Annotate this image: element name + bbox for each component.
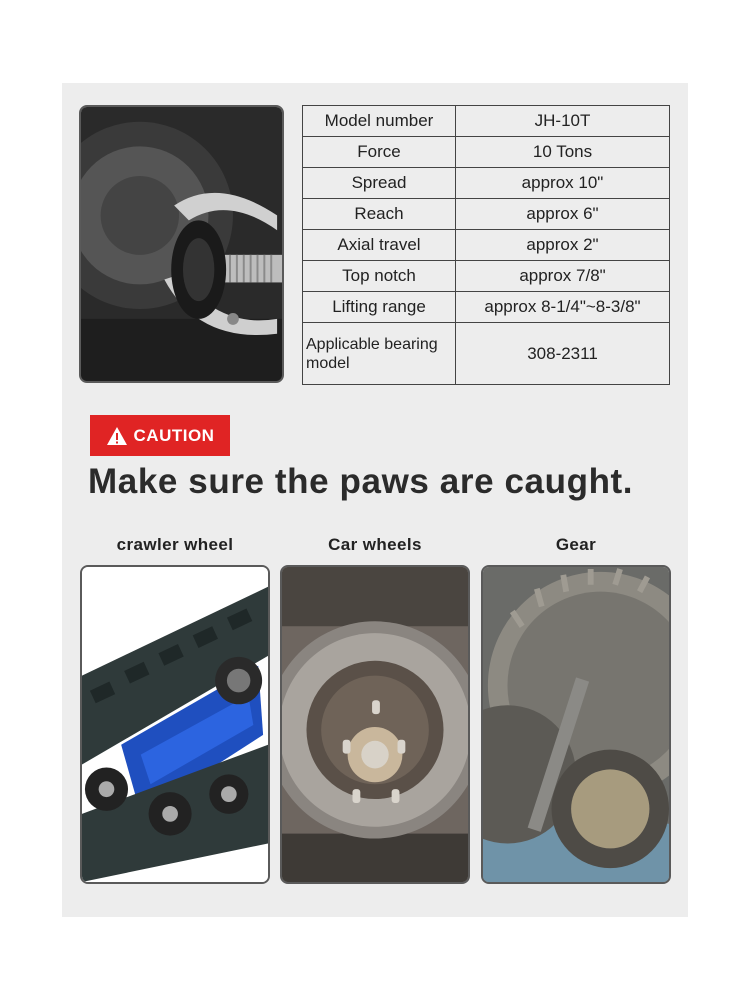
headline: Make sure the paws are caught. (88, 462, 634, 501)
spec-label: Reach (303, 199, 456, 230)
spec-table (302, 105, 670, 385)
gear-photo (481, 565, 671, 884)
spec-label: Applicable bearing model (303, 323, 456, 385)
car-wheels-photo (280, 565, 470, 884)
table-row (303, 106, 670, 137)
caption-car-wheels: Car wheels (328, 535, 422, 554)
table-row (303, 199, 670, 230)
crawler-wheel-photo (80, 565, 270, 884)
caution-label: CAUTION (133, 425, 215, 445)
spec-label: Top notch (303, 261, 456, 292)
spec-value: JH-10T (456, 106, 670, 137)
spec-value: approx 6" (456, 199, 670, 230)
table-row (303, 323, 670, 385)
table-row (303, 261, 670, 292)
spec-label: Axial travel (303, 230, 456, 261)
spec-value: approx 7/8" (456, 261, 670, 292)
spec-label: Model number (303, 106, 456, 137)
spec-value: approx 10" (456, 168, 670, 199)
puller-product-photo (79, 105, 284, 383)
table-row (303, 137, 670, 168)
spec-label: Spread (303, 168, 456, 199)
table-row (303, 168, 670, 199)
spec-value: approx 8-1/4"~8-3/8" (456, 292, 670, 323)
spec-label: Lifting range (303, 292, 456, 323)
caution-badge (90, 415, 230, 456)
caption-gear: Gear (555, 535, 597, 554)
table-row (303, 292, 670, 323)
spec-value: 10 Tons (456, 137, 670, 168)
warning-triangle-icon (106, 426, 128, 446)
spec-value: 308-2311 (456, 323, 670, 385)
table-row (303, 230, 670, 261)
spec-value: approx 2" (456, 230, 670, 261)
caption-crawler-wheel: crawler wheel (116, 535, 234, 554)
spec-label: Force (303, 137, 456, 168)
